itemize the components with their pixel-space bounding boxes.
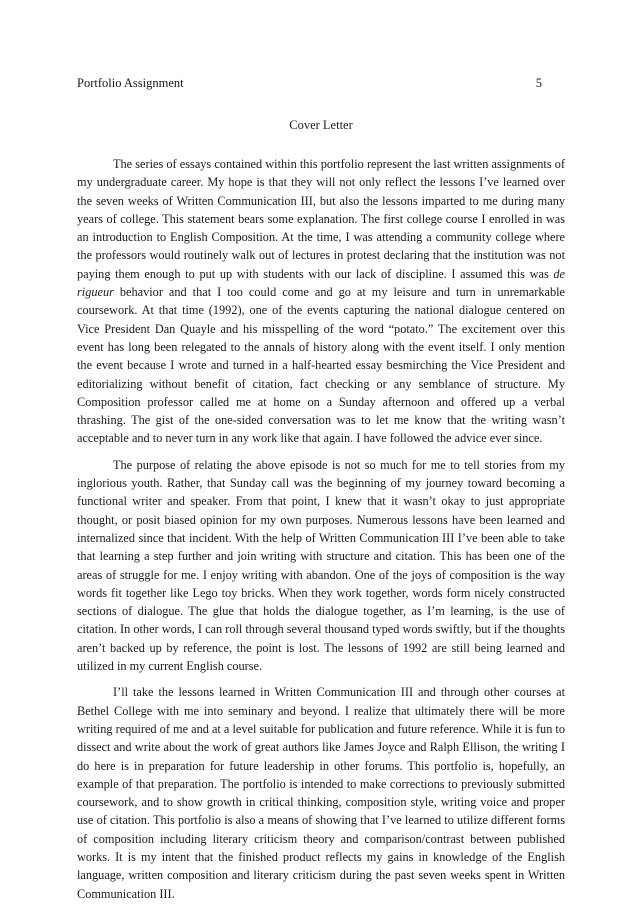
page-header — [77, 75, 542, 91]
paragraph-1-text-after: behavior and that I too could come and go at my leisure and turn in unremarkable coursework. At that time (1992), one of the events capturing the national dialogue centered on Vice President Dan Quayle and his misspelling of the word “potato.” The excitement over this event has long been relegated to the annals of history along with the event itself. I only mention the event because I wrote and turned in a half-hearted essay besmirching the Vice President and editorializing without benefit of citation, fact checking or any semblance of structure. My Composition professor called me at home on a Sunday afternoon and offered up a verbal thrashing. The gist of the one-sided conversation was to let me know that the writing wasn’t acceptable and to never turn in any work like that again. I have followed the advice ever since. — [77, 285, 565, 446]
paragraph-1-italic-phrase: de rigueur — [77, 266, 565, 300]
paragraph-3: I’ll take the lessons learned in Written Communication III and through other courses at Bethel College with me into seminary and beyond. I realize that ultimately there will be more writing required of me and at a level suitable for publication and future reference. While it is fun to dissect and write about the work of great authors like James Joyce and Ralph Ellison, the writing I do here is in preparation for future leadership in other forums. This portfolio is, hopefully, an example of that preparation. The portfolio is intended to make corrections to previously submitted coursework, and to show growth in critical thinking, composition style, writing voice and proper use of citation. This portfolio is also a means of showing that I’ve learned to utilize different forms of composition including literary criticism theory and comparison/contrast between published works. It is my intent that the finished product reflects my gains in knowledge of the English language, written composition and literary criticism during the past seven weeks spent in Written Communication III. — [77, 685, 565, 901]
running-head: Portfolio Assignment — [77, 76, 184, 90]
document-title: Cover Letter — [289, 118, 353, 132]
paragraph-1 — [77, 155, 565, 448]
paragraph-2: The purpose of relating the above episode is not so much for me to tell stories from my inglorious youth. Rather, that Sunday call was the beginning of my journey toward becoming a functional writer and speaker. From that point, I knew that it wasn’t okay to just appropriate thought, or posit biased opinion for my own purposes. Numerous lessons have been learned and internalized since that incident. With the help of Written Communication III I’ve been able to take that learning a step further and join writing with structure and citation. This has been one of the areas of struggle for me. I enjoy writing with abandon. One of the joys of composition is the way words fit together like Lego toy bricks. When they work together, words form nicely constructed sections of dialogue. The glue that holds the dialogue together, as I’m learning, is the use of citation. In other words, I can roll through several thousand typed words swiftly, but if the thoughts aren’t backed up by reference, the point is lost. The lessons of 1992 are still being learned and utilized in my current English course. — [77, 457, 565, 674]
paragraph-1-text-before: The series of essays contained within this portfolio represent the last written assignments of my undergraduate career. My hope is that they will not only reflect the lessons I’ve learned over the seven weeks of Written Communication III, but also the lessons imparted to me during many years of college. This statement bears some explanation. The first college course I enrolled in was an introduction to English Composition. At the time, I was attending a community college where the professors would routinely walk out of lectures in protest declaring that the institution was not paying them enough to put up with students with our lack of discipline. I assumed this was — [77, 157, 565, 281]
document-body — [77, 155, 565, 911]
page-number: 5 — [535, 76, 542, 90]
